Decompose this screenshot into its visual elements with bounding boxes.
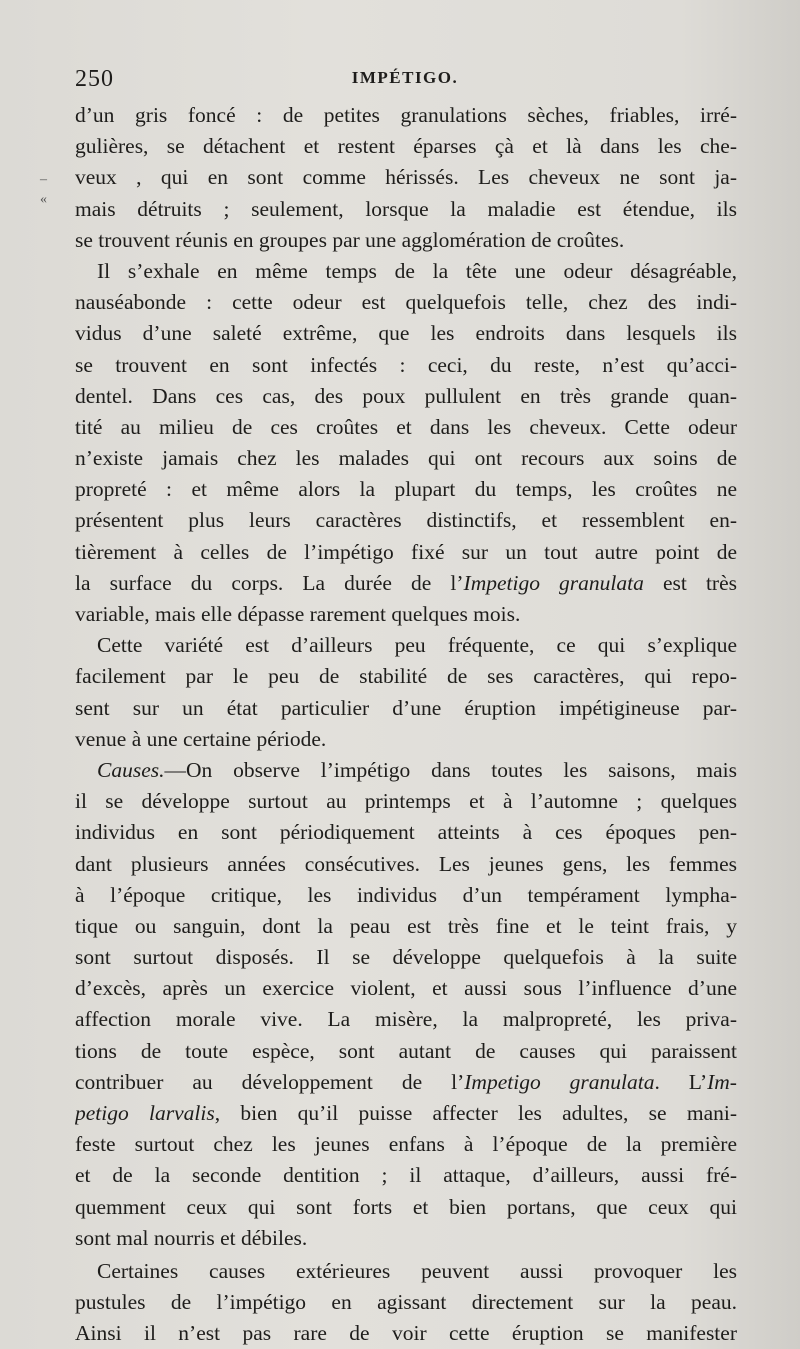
text-run: tique ou sanguin, dont la peau est très fine et le teint frais, y [75,913,737,938]
text-run: . L’ [654,1069,708,1094]
text-line [75,724,737,755]
text-line [75,443,737,474]
text-run: la surface du corps. La durée de l’ [75,570,464,595]
text-line [75,1287,737,1318]
text-run: venue à une certaine période. [75,726,327,751]
text-run: tions de toute espèce, sont autant de causes qui paraissent [75,1038,737,1063]
text-line [75,505,737,536]
text-run: propreté : et même alors la plupart du temps, les croûtes ne [75,477,737,502]
text-line [75,1004,737,1035]
text-line [75,630,737,661]
text-line [75,849,737,880]
text-run: sont surtout disposés. Il se développe quelquefois à la suite [75,945,737,970]
text-line [75,194,737,225]
text-run: tièrement à celles de l’impétigo fixé sur un tout autre point de [75,539,737,564]
running-head: IMPÉTIGO. [351,68,459,87]
text-line [75,693,737,724]
page-number: 250 [75,66,114,92]
text-line [75,1129,737,1160]
text-line [75,1067,737,1098]
text-line [75,474,737,505]
text-run: présentent plus leurs caractères distinctifs, et ressemblent en- [75,508,737,533]
text-run: tité au milieu de ces croûtes et dans les cheveux. Cette odeur [75,414,737,439]
text-run: d’un gris foncé : de petites granulations sèches, friables, irré- [75,103,737,127]
text-line [75,318,737,349]
text-run: quemment ceux qui sont forts et bien portans, que ceux qui [75,1194,737,1219]
text-run: gulières, se détachent et restent éparses çà et là dans les che- [75,134,737,159]
text-line [75,1192,737,1223]
text-run: veux , qui en sont comme hérissés. Les cheveux ne sont ja- [75,165,737,190]
text-line [75,942,737,973]
text-line [75,381,737,412]
text-line [75,287,737,318]
text-line [75,412,737,443]
italic-text: Impetigo granulata [463,570,644,595]
text-run: vidus d’une saleté extrême, que les endroits dans lesquels ils [75,321,737,346]
text-line [75,256,737,287]
text-run: nauséabonde : cette odeur est quelquefois telle, chez des indi- [75,290,737,315]
body-text [75,100,737,1349]
text-line [75,911,737,942]
text-line [75,1036,737,1067]
text-run: d’excès, après un exercice violent, et aussi sous l’influence d’une [75,976,737,1001]
margin-mark: – [40,172,47,187]
text-run: individus en sont périodiquement atteints à ces époques pen- [75,820,737,845]
text-line [75,1256,737,1287]
text-line [75,162,737,193]
text-line [75,599,737,630]
text-line [75,786,737,817]
text-run: sent sur un état particulier d’une éruption impétigineuse par- [75,695,737,720]
italic-text: petigo larvalis [75,1101,215,1125]
text-line [75,1318,737,1349]
page-header [75,66,735,96]
text-line [75,973,737,1004]
text-run: Ainsi il n’est pas rare de voir cette éruption se manifester [75,1321,737,1346]
text-run: se trouvent en sont infectés : ceci, du reste, n’est qu’acci- [75,352,737,377]
text-run: Cette variété est d’ailleurs peu fréquente, ce qui s’explique [97,633,737,658]
text-run: à l’époque critique, les individus d’un tempérament lympha- [75,882,737,907]
text-run: sont mal nourris et débiles. [75,1225,308,1250]
text-run: —On observe l’impétigo dans toutes les saisons, mais [164,757,737,782]
text-line [75,1098,737,1129]
text-line [75,100,737,131]
text-run: dentel. Dans ces cas, des poux pullulent en très grande quan- [75,383,737,408]
text-run: Certaines causes extérieures peuvent aussi provoquer les [97,1258,737,1283]
text-run: n’existe jamais chez les malades qui ont recours aux soins de [75,446,737,471]
italic-text: Impetigo granulata [464,1069,655,1094]
text-run: Il s’exhale en même temps de la tête une odeur désagréable, [97,258,737,283]
italic-text: Causes. [97,757,165,782]
text-run: affection morale vive. La misère, la malpropreté, les priva- [75,1007,737,1032]
text-run: est très [643,570,737,595]
text-run: dant plusieurs années consécutives. Les jeunes gens, les femmes [75,851,737,876]
text-run: et de la seconde dentition ; il attaque, d’ailleurs, aussi fré- [75,1163,737,1188]
text-line [75,755,737,786]
text-line [75,225,737,256]
text-run: il se développe surtout au printemps et à l’automne ; quelques [75,789,737,814]
text-line [75,350,737,381]
text-run: variable, mais elle dépasse rarement quelques mois. [75,602,521,626]
text-line [75,568,737,599]
italic-text: Im- [707,1069,737,1094]
text-line [75,661,737,692]
margin-mark: « [40,192,47,207]
text-run: pustules de l’impétigo en agissant directement sur la peau. [75,1290,737,1315]
text-line [75,1223,737,1254]
text-line [75,880,737,911]
text-run: feste surtout chez les jeunes enfans à l’époque de la première [75,1132,737,1157]
text-run: se trouvent réunis en groupes par une agglomération de croûtes. [75,227,625,252]
text-run: facilement par le peu de stabilité de ses caractères, qui repo- [75,664,737,689]
text-run: contribuer au développement de l’ [75,1069,465,1094]
text-line [75,1160,737,1191]
text-run: mais détruits ; seulement, lorsque la maladie est étendue, ils [75,196,737,221]
text-run: , bien qu’il puisse affecter les adultes, se mani- [214,1101,737,1125]
text-line [75,817,737,848]
text-line [75,131,737,162]
text-line [75,537,737,568]
